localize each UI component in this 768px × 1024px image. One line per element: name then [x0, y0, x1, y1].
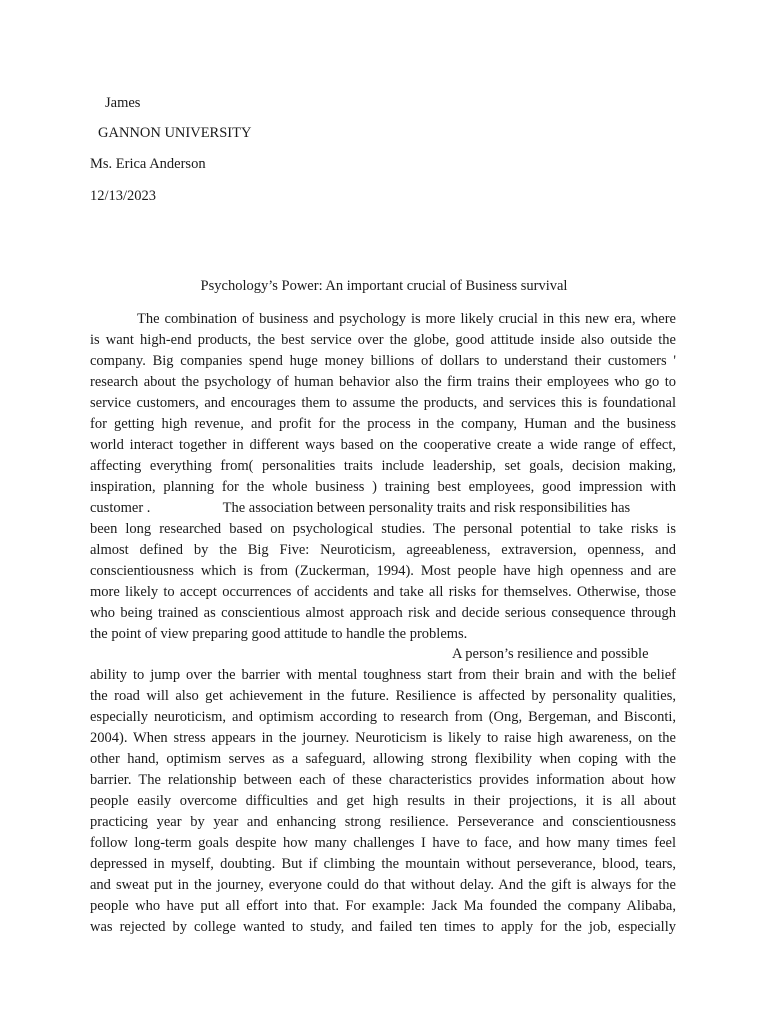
body-line: for getting high revenue, and profit for the process in the company, Human and the business	[90, 416, 676, 432]
body-line: practicing year by year and enhancing strong resilience. Perseverance and conscientiousness	[90, 814, 676, 830]
body-line: research about the psychology of human behavior also the firm trains their employees who go to	[90, 374, 676, 390]
body-line: affecting everything from( personalities traits include leadership, set goals, decision making,	[90, 458, 676, 474]
body-line: service customers, and encourages them to assume the products, and services this is foundational	[90, 395, 676, 411]
body-line: company. Big companies spend huge money billions of dollars to understand their customers '	[90, 353, 676, 369]
body-line: A person’s resilience and possible	[452, 646, 649, 662]
body-line: been long researched based on psychological studies. The personal potential to take risks is	[90, 521, 676, 537]
body-line: ability to jump over the barrier with mental toughness start from their brain and with the belief	[90, 667, 676, 683]
university-name: GANNON UNIVERSITY	[98, 125, 252, 141]
body-line: who being trained as conscientious almost approach risk and decide serious consequence through	[90, 605, 676, 621]
body-line: people who have put all effort into that. For example: Jack Ma founded the company Alibaba,	[90, 898, 676, 914]
body-line: especially neuroticism, and optimism according to research from (Ong, Bergeman, and Bisconti,	[90, 709, 676, 725]
body-line: other hand, optimism serves as a safeguard, allowing strong flexibility when coping with the	[90, 751, 676, 767]
body-line: inspiration, planning for the whole business ) training best employees, good impression with	[90, 479, 676, 495]
body-line: the point of view preparing good attitude to handle the problems.	[90, 626, 468, 642]
body-line: was rejected by college wanted to study, and failed ten times to apply for the job, especially	[90, 919, 676, 935]
body-line: world interact together in different ways based on the cooperative create a wide range of effect,	[90, 437, 676, 453]
body-line: 2004). When stress appears in the journey. Neuroticism is likely to raise high awareness, on the	[90, 730, 676, 746]
body-line: conscientiousness which is from (Zuckerman, 1994). Most people have high openness and are	[90, 563, 676, 579]
body-line: almost defined by the Big Five: Neuroticism, agreeableness, extraversion, openness, and	[90, 542, 676, 558]
body-line: follow long-term goals despite how many challenges I have to face, and how many times feel	[90, 835, 676, 851]
essay-title: Psychology’s Power: An important crucial of Business survival	[200, 278, 568, 294]
body-line: barrier. The relationship between each of these characteristics provides information about how	[90, 772, 676, 788]
author-name: James	[105, 95, 141, 111]
document-date: 12/13/2023	[90, 188, 157, 204]
body-line: and sweat put in the journey, everyone could do that without delay. And the gift is always for the	[90, 877, 676, 893]
body-line: people easily overcome difficulties and get high results in their projections, it is all about	[90, 793, 676, 809]
instructor-name: Ms. Erica Anderson	[90, 156, 206, 172]
body-line: more likely to accept occurrences of accidents and take all risks for themselves. Otherwise, those	[90, 584, 676, 600]
body-line: The combination of business and psychology is more likely crucial in this new era, where	[137, 311, 676, 327]
body-line: the road will also get achievement in the future. Resilience is affected by personality qualities,	[90, 688, 676, 704]
body-line: customer . The association between personality traits and risk responsibilities has	[90, 500, 631, 516]
body-line: is want high-end products, the best service over the globe, good attitude inside also outside the	[90, 332, 676, 348]
body-line: depressed in myself, doubting. But if climbing the mountain without perseverance, blood, tears,	[90, 856, 676, 872]
